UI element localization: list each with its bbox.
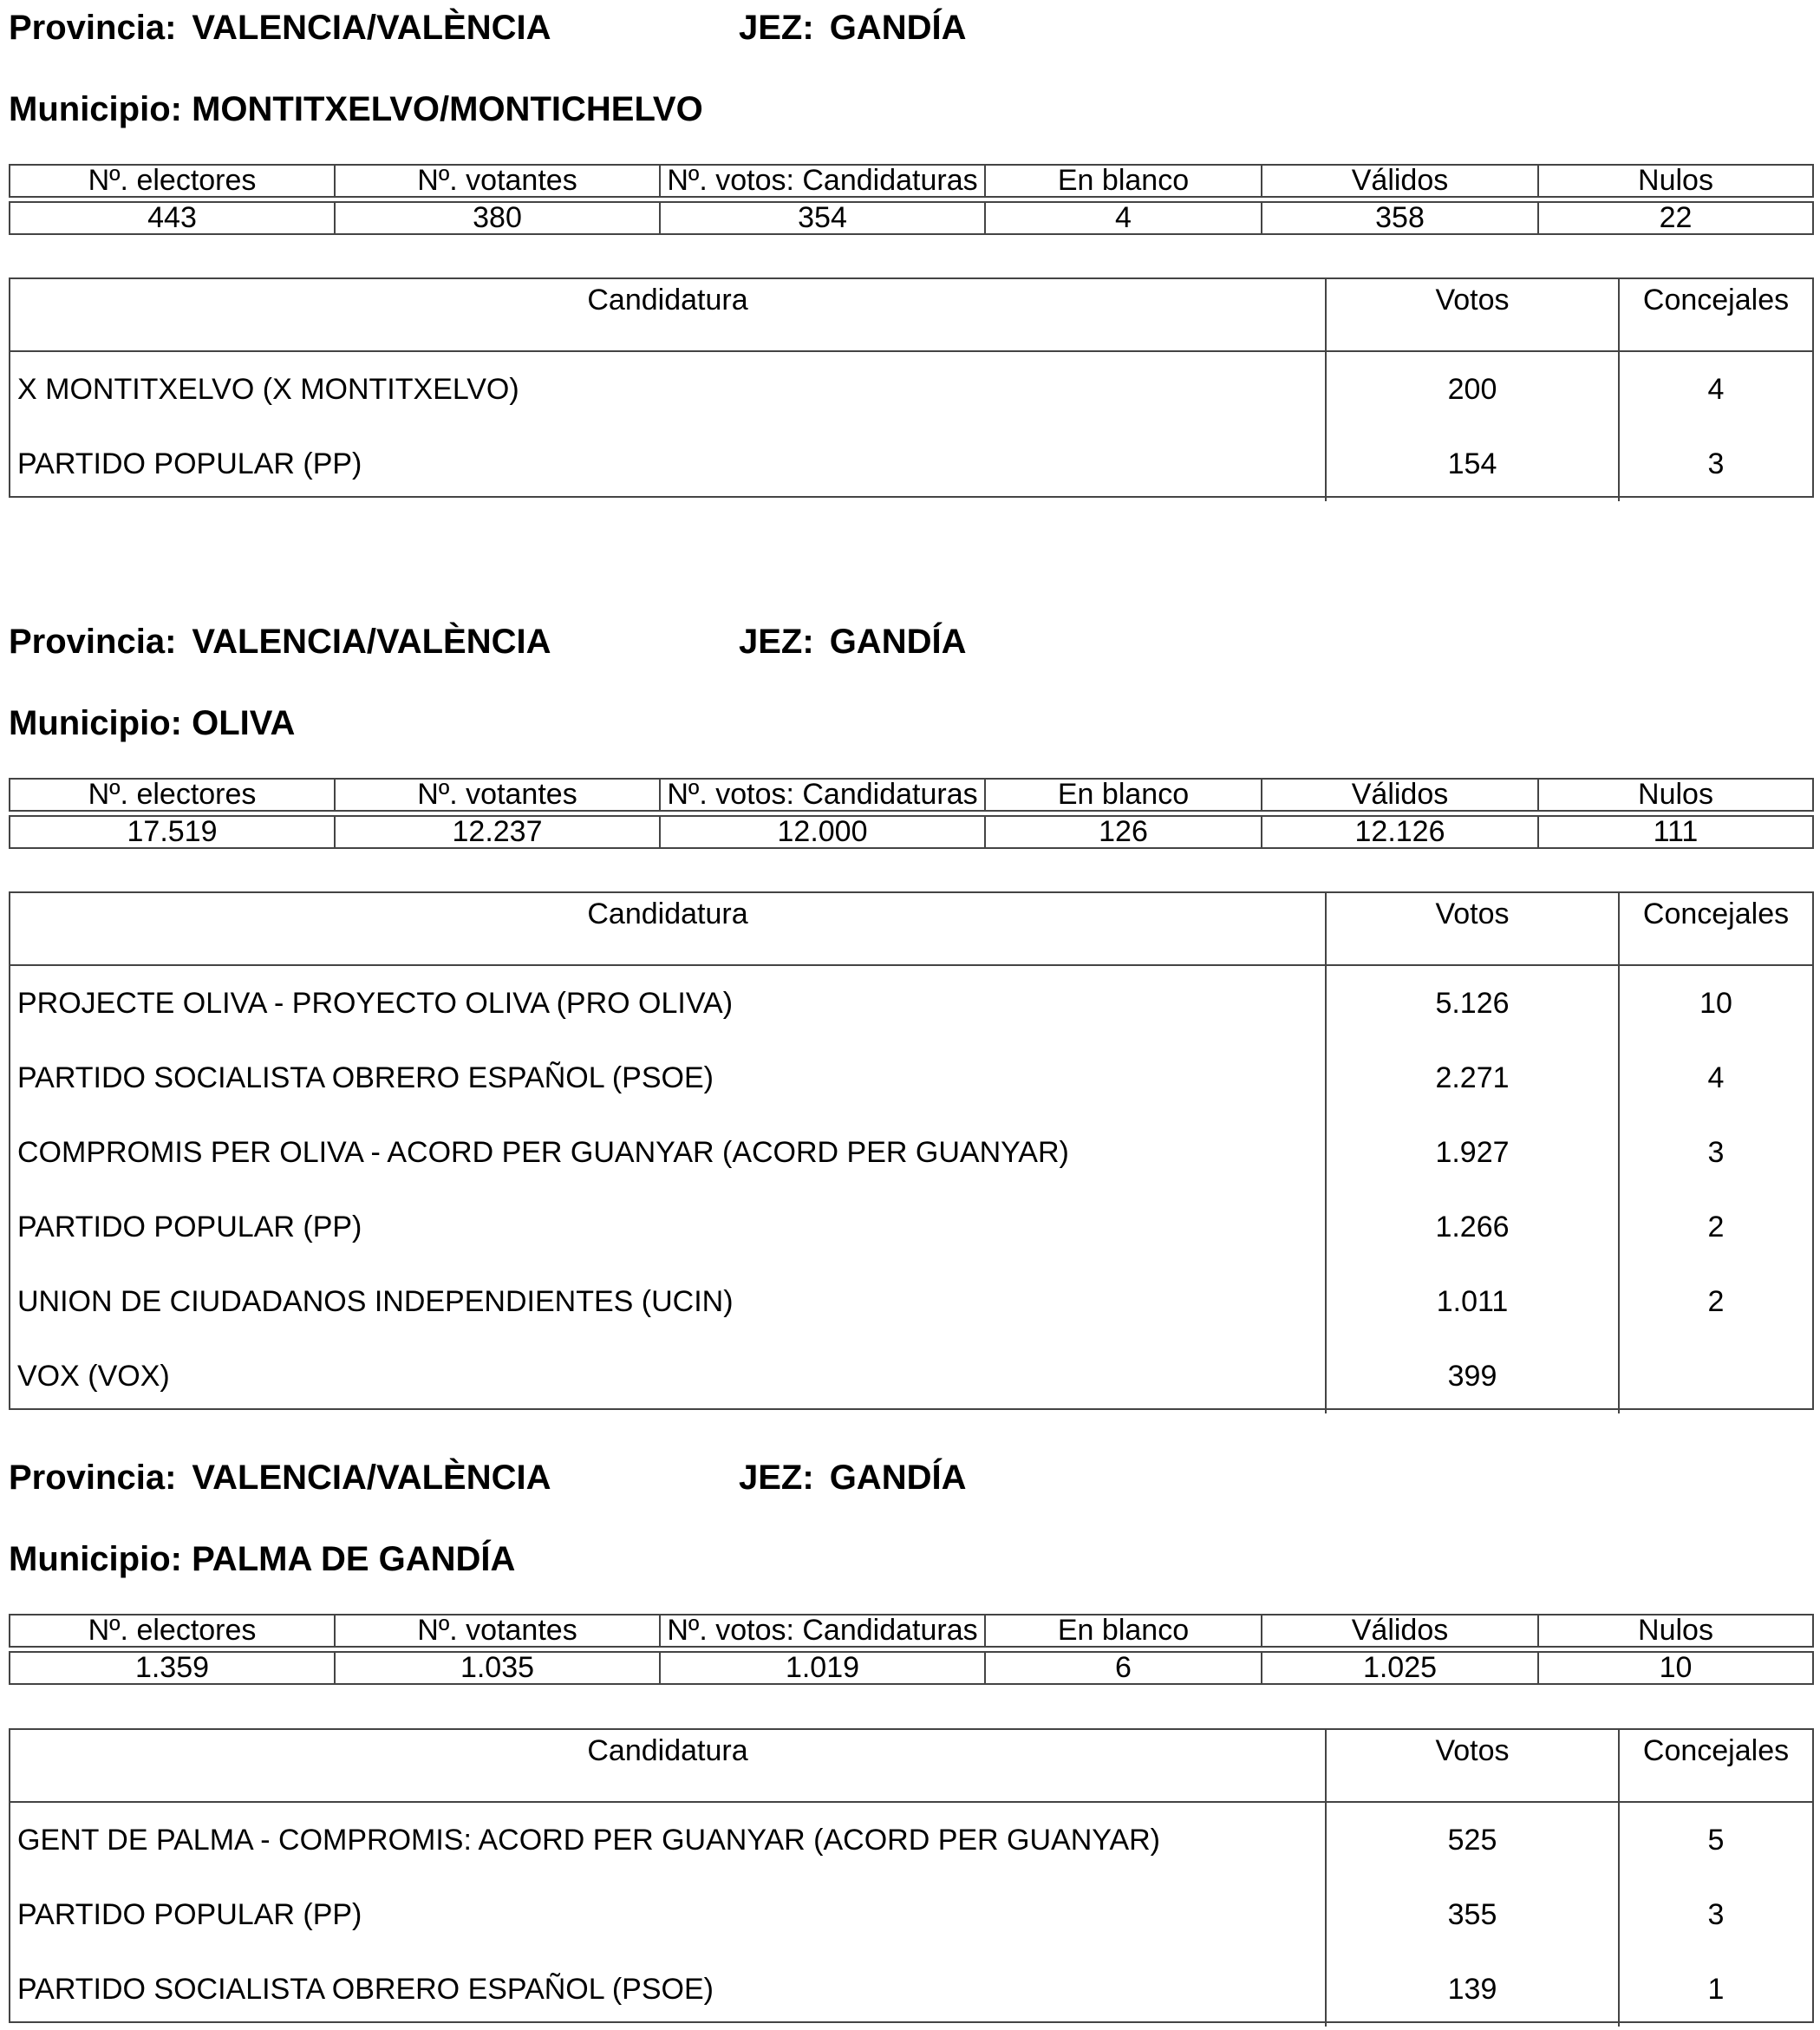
municipio-value: PALMA DE GANDÍA [192,1540,516,1578]
stats-header-row [10,165,1813,197]
jez-heading [739,7,966,49]
votantes-value: 12.237 [335,816,660,848]
col-concejales: Concejales [1642,1734,1790,1767]
candidatura-row [10,352,1812,427]
candidatura-row [10,1877,1812,1952]
en-blanco-value: 6 [985,1652,1262,1684]
stats-header-row [10,1615,1813,1647]
col-candidatura: Candidatura [10,1730,1327,1801]
candidatura-concejales: 1 [1707,1973,1725,2006]
col-votos-candidaturas: Nº. votos: Candidaturas [660,779,985,811]
jez-heading [739,1457,966,1498]
municipio-heading [9,702,295,744]
stats-value-row [10,1652,1813,1684]
candidatura-nombre: PARTIDO SOCIALISTA OBRERO ESPAÑOL (PSOE) [10,1952,1327,2027]
candidatura-nombre: X MONTITXELVO (X MONTITXELVO) [10,352,1327,427]
candidatura-row [10,1264,1812,1339]
provincia-value: VALENCIA/VALÈNCIA [192,623,551,661]
candidatura-row [10,427,1812,501]
electores-value: 443 [10,202,335,234]
candidaturas-table [9,1728,1814,2023]
candidatura-votos: 1.011 [1327,1264,1620,1339]
candidatura-nombre: PARTIDO POPULAR (PP) [10,1190,1327,1264]
electores-value: 1.359 [10,1652,335,1684]
jez-label: JEZ: [739,9,814,47]
candidatura-nombre: UNION DE CIUDADANOS INDEPENDIENTES (UCIN) [10,1264,1327,1339]
col-votos: Votos [1327,893,1620,964]
candidatura-concejales: 2 [1707,1211,1725,1243]
candidatura-concejales: 3 [1707,1898,1725,1931]
nulos-value: 10 [1538,1652,1813,1684]
col-votantes: Nº. votantes [335,165,660,197]
candidatura-row [10,1803,1812,1877]
candidatura-votos: 200 [1327,352,1620,427]
col-electores: Nº. electores [10,165,335,197]
jez-value: GANDÍA [829,9,967,47]
candidatura-concejales: 5 [1707,1824,1725,1857]
col-en-blanco: En blanco [985,779,1262,811]
jez-value: GANDÍA [829,623,967,661]
col-concejales: Concejales [1642,898,1790,930]
candidatura-nombre: GENT DE PALMA - COMPROMIS: ACORD PER GUANYAR (ACORD PER GUANYAR) [10,1803,1327,1877]
candidatura-concejales: 3 [1707,447,1725,480]
col-nulos: Nulos [1538,1615,1813,1647]
col-votos-candidaturas: Nº. votos: Candidaturas [660,165,985,197]
candidatura-votos: 154 [1327,427,1620,501]
candidatura-votos: 399 [1327,1339,1620,1413]
candidatura-nombre: VOX (VOX) [10,1339,1327,1413]
candidaturas-header-row [10,1730,1812,1803]
candidatura-concejales [1620,1339,1812,1413]
provincia-value: VALENCIA/VALÈNCIA [192,9,551,47]
provincia-heading [9,621,551,663]
validos-value: 1.025 [1262,1652,1538,1684]
provincia-label: Provincia: [9,9,177,47]
candidatura-votos: 2.271 [1327,1041,1620,1115]
candidatura-votos: 5.126 [1327,966,1620,1041]
candidatura-nombre: COMPROMIS PER OLIVA - ACORD PER GUANYAR (ACORD PER GUANYAR) [10,1115,1327,1190]
candidatura-row [10,1115,1812,1190]
provincia-heading [9,1457,551,1498]
candidatura-concejales: 4 [1707,373,1725,406]
votos-candidaturas-value: 12.000 [660,816,985,848]
col-en-blanco: En blanco [985,1615,1262,1647]
candidatura-votos: 1.266 [1327,1190,1620,1264]
nulos-value: 22 [1538,202,1813,234]
en-blanco-value: 4 [985,202,1262,234]
candidaturas-header-row [10,893,1812,966]
col-electores: Nº. electores [10,779,335,811]
jez-heading [739,621,966,663]
col-concejales: Concejales [1642,284,1790,317]
jez-label: JEZ: [739,1459,814,1497]
jez-label: JEZ: [739,623,814,661]
votantes-value: 1.035 [335,1652,660,1684]
votos-candidaturas-value: 1.019 [660,1652,985,1684]
nulos-value: 111 [1538,816,1813,848]
candidatura-nombre: PROJECTE OLIVA - PROYECTO OLIVA (PRO OLIVA) [10,966,1327,1041]
votantes-value: 380 [335,202,660,234]
stats-value-row [10,202,1813,234]
candidatura-concejales: 4 [1707,1061,1725,1094]
candidatura-concejales: 2 [1707,1285,1725,1318]
municipio-label: Municipio: [9,704,182,742]
municipio-heading [9,1538,515,1580]
candidatura-row [10,1041,1812,1115]
col-candidatura: Candidatura [10,279,1327,350]
col-validos: Válidos [1262,1615,1538,1647]
stats-table [9,1614,1814,1685]
candidaturas-table [9,277,1814,498]
candidatura-row [10,1190,1812,1264]
provincia-heading [9,7,551,49]
candidaturas-header-row [10,279,1812,352]
candidatura-row [10,966,1812,1041]
col-votos-candidaturas: Nº. votos: Candidaturas [660,1615,985,1647]
col-nulos: Nulos [1538,165,1813,197]
en-blanco-value: 126 [985,816,1262,848]
validos-value: 12.126 [1262,816,1538,848]
col-en-blanco: En blanco [985,165,1262,197]
col-votos: Votos [1327,279,1620,350]
municipio-value: MONTITXELVO/MONTICHELVO [192,90,703,128]
col-validos: Válidos [1262,165,1538,197]
candidatura-votos: 1.927 [1327,1115,1620,1190]
candidatura-concejales: 3 [1707,1136,1725,1169]
jez-value: GANDÍA [829,1459,967,1497]
col-votantes: Nº. votantes [335,779,660,811]
candidatura-votos: 525 [1327,1803,1620,1877]
candidaturas-table [9,891,1814,1410]
provincia-value: VALENCIA/VALÈNCIA [192,1459,551,1497]
col-validos: Válidos [1262,779,1538,811]
candidatura-votos: 355 [1327,1877,1620,1952]
municipio-label: Municipio: [9,90,182,128]
provincia-label: Provincia: [9,623,177,661]
stats-header-row [10,779,1813,811]
col-nulos: Nulos [1538,779,1813,811]
provincia-label: Provincia: [9,1459,177,1497]
votos-candidaturas-value: 354 [660,202,985,234]
col-electores: Nº. electores [10,1615,335,1647]
candidatura-nombre: PARTIDO POPULAR (PP) [10,427,1327,501]
candidatura-nombre: PARTIDO POPULAR (PP) [10,1877,1327,1952]
stats-table [9,778,1814,849]
electores-value: 17.519 [10,816,335,848]
candidatura-row [10,1339,1812,1413]
stats-value-row [10,816,1813,848]
col-candidatura: Candidatura [10,893,1327,964]
municipio-heading [9,88,703,130]
col-votos: Votos [1327,1730,1620,1801]
col-votantes: Nº. votantes [335,1615,660,1647]
candidatura-nombre: PARTIDO SOCIALISTA OBRERO ESPAÑOL (PSOE) [10,1041,1327,1115]
candidatura-votos: 139 [1327,1952,1620,2027]
municipio-value: OLIVA [192,704,296,742]
validos-value: 358 [1262,202,1538,234]
stats-table [9,164,1814,235]
municipio-label: Municipio: [9,1540,182,1578]
candidatura-row [10,1952,1812,2027]
candidatura-concejales: 10 [1699,987,1732,1020]
